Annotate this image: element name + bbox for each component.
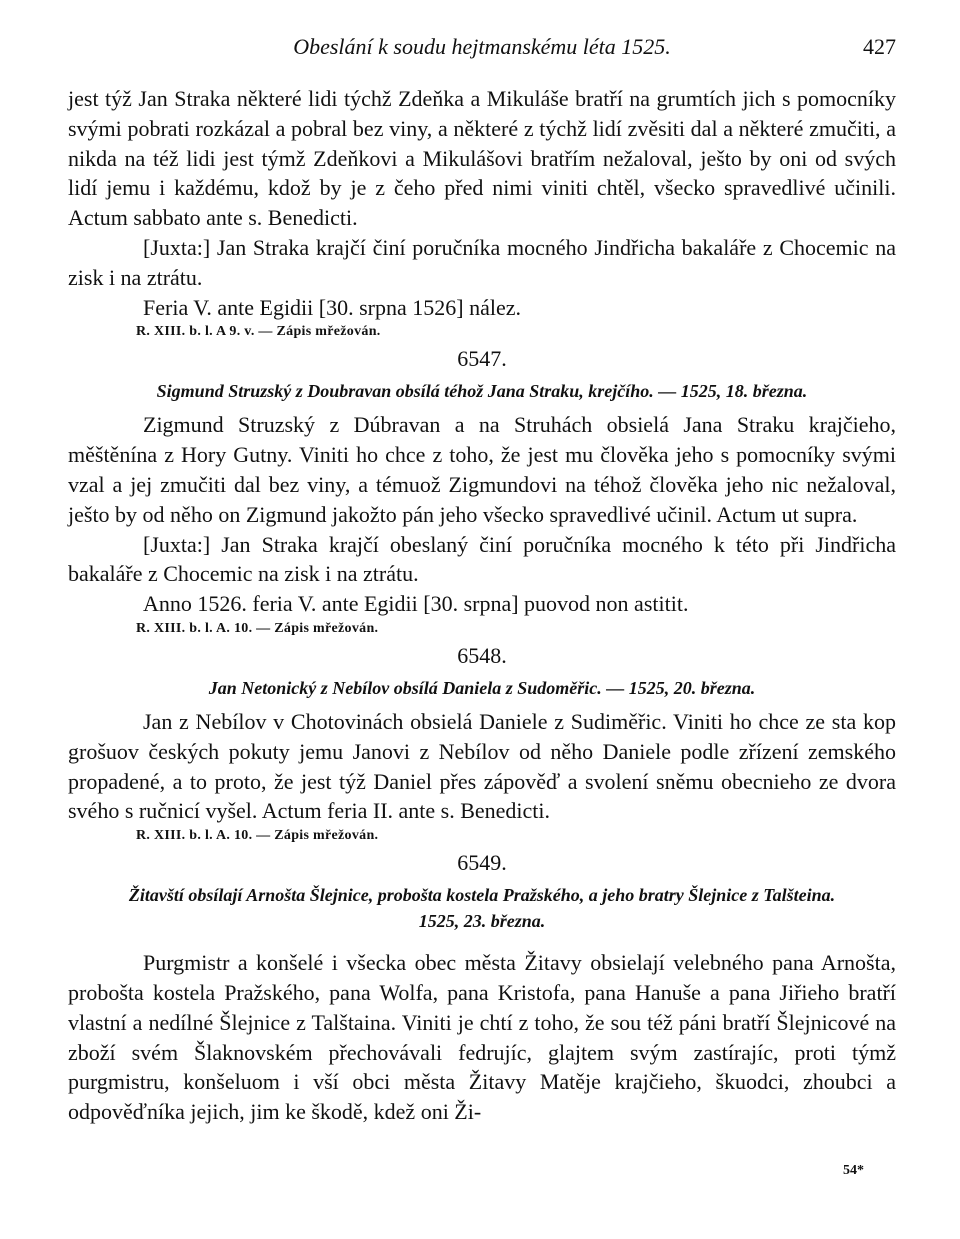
entry-number: 6547. [457,346,507,372]
paragraph: jest týž Jan Straka některé lidi týchž Zdeňka a Mikuláše bratří na grumtích jich s pomocníky svými pobrati rozkázal a pobral bez viny, a některé z týchž lidí zvěsiti dal a některé zmučiti, a nikda na též lidi jest týmž Zdeňkovi a Mikulášovi bratřím nežaloval, ješto by oni od svých lidí jemu i každému, kdož by je z čeho před nimi viniti chtěl, všecko spravedlivé učinili. Actum sabbato ante s. Benedicti. [68,86,896,231]
paragraph: Feria V. ante Egidii [30. srpna 1526] nález. [143,294,521,320]
signature-mark: 54* [843,1163,864,1178]
paragraph: [Juxta:] Jan Straka krajčí obeslaný činí poručníka mocného k této při Jindřicha bakaláře z Chocemic na zisk i na ztrátu. [68,531,896,587]
entry-summary: Sigmund Struzský z Doubravan obsílá téhož Jana Straku, krejčího. — 1525, 18. března. [156,381,808,402]
source-note: R. XIII. b. l. A. 10. — Zápis mřežován. [136,828,379,844]
entry-date: 1525, 23. března. [418,911,546,932]
entry-summary: Jan Netonický z Nebílov obsílá Daniela z Sudoměřic. — 1525, 20. března. [208,677,756,698]
source-note: R. XIII. b. l. A 9. v. — Zápis mřežován. [136,324,381,340]
entry-number: 6549. [457,850,507,876]
source-note: R. XIII. b. l. A. 10. — Zápis mřežován. [136,620,379,636]
paragraph: Purgmistr a konšelé i všecka obec města Žitavy obsielají velebného pana Arnošta, probošta kostela Pražského, pana Wolfa, pana Kristofa, pana Hanuše a pana Jiřieho bratří vlastní a nedílné Šlejnice z Talštaina. Viniti je chtí z toho, že sou též páni bratří Šlejnicové na zboží svém Šlaknovském přechovávali fedrujíc, glajtem svým zastírajíc, proti týmž purgmistru, konšeluom i vší obci města Žitavy Matěje krajčieho, škuodci, zhoubci a odpověďníka jejich, jim ke škodě, kdež oni Ži- [68,950,896,1125]
running-title: Obeslání k soudu hejtmanskému léta 1525. [293,34,671,59]
paragraph: Zigmund Struzský z Dúbravan a na Struhách obsielá Jana Straku krajčieho, měštěnína z Hory Gutny. Viniti ho chce z toho, že jest mu člověka jeho s pomocníky svými vzal a jej zmučiti dal bez viny, a témuož Zigmundovi na téhož člověka jeho nic nežaloval, ješto by od něho on Zigmund jakožto pán jeho všecko spravedlivé učinil. Actum ut supra. [68,412,896,527]
entry-number: 6548. [457,642,507,668]
page-body [68,84,896,1127]
page-number: 427 [863,34,896,59]
paragraph: [Juxta:] Jan Straka krajčí činí poručníka mocného Jindřicha bakaláře z Chocemic na zisk i na ztrátu. [68,234,896,290]
entry-summary: Žitavští obsílají Arnošta Šlejnice, probošta kostela Pražského, a jeho bratry Šlejnice z Talšteina. [128,885,836,906]
paragraph: Jan z Nebílov v Chotovinách obsielá Daniele z Sudiměřic. Viniti ho chce ze sta kop grošuov českých pokuty jemu Janovi z Nebílov od něho Daniele podle zřízení zemského propadené, a to proto, že jest týž Daniel přes zápověď a svolení sněmu obecnieho ze dvora svého s ručnicí vyšel. Actum feria II. ante s. Benedicti. [68,708,896,824]
paragraph: Anno 1526. feria V. ante Egidii [30. srpna] puovod non astitit. [143,591,689,617]
running-header [68,34,896,64]
